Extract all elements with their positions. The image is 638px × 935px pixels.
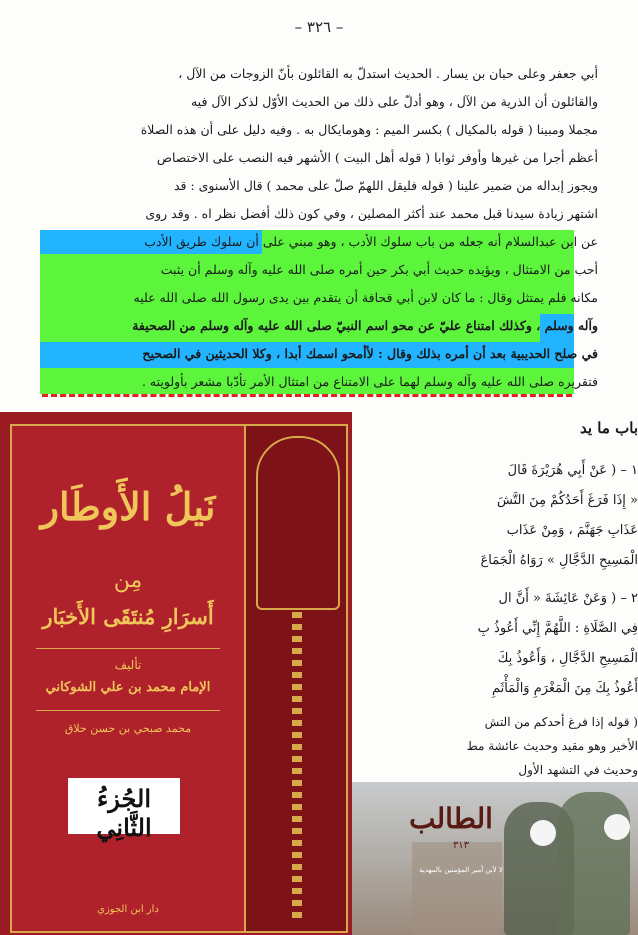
right-line-3: عَذَابِ جَهَنَّمَ ، وَمِنْ عَذَاب bbox=[506, 523, 638, 538]
red-dashed-underline bbox=[42, 394, 572, 397]
light-glow-2 bbox=[604, 814, 630, 840]
cover-stripe bbox=[292, 612, 302, 922]
cover-editor: محمد صبحي بن حسن حلاق bbox=[64, 722, 192, 735]
photo-logo: الطالب bbox=[409, 802, 493, 835]
cover-author: الإمام محمد بن علي الشوكاني bbox=[45, 680, 211, 695]
right-line-5: ٢ – ( وَعَنْ عَائِشَةَ « أَنَّ ال bbox=[498, 591, 638, 606]
cover-front-panel bbox=[10, 424, 246, 933]
text-line-5: ويجوز إبداله من ضمير علينا ( قوله فليقل اللهمّ صلّ على محمد ) قال الأسنوى : قد bbox=[173, 178, 598, 193]
text-line-9: مكانه فلم يمتثل وقال : ما كان لابن أبي قحافة أن يتقدم بين يدى رسول الله صلى الله عليه bbox=[133, 290, 598, 305]
right-line-9: ( قوله إذا فرغ أحدكم من التش bbox=[484, 715, 638, 729]
text-line-4: أعظم أجرا من غيرها وأوفر ثوابا ( قوله أهل البيت ) الأشهر فيه النصب على الاختصاص bbox=[156, 150, 598, 165]
text-line-8: أحب من الامتثال ، ويؤيده حديث أبي بكر حين أمره صلى الله عليه وآله وسلم أن يثبت bbox=[160, 262, 598, 277]
cover-ornament-panel bbox=[244, 424, 348, 933]
right-line-4: الْمَسِيحِ الدَّجَّالِ » رَوَاهُ الْجَمَاعَ bbox=[480, 553, 638, 568]
right-line-8: أَعُوذُ بِكَ مِنَ الْمَغْرَمِ وَالْمَأْثَمِ bbox=[491, 681, 638, 696]
volume-label: الجُزءُ الثَّانِي bbox=[96, 784, 152, 842]
text-line-1: أبي جعفر وعلى حبان بن يسار . الحديث استدلّ به القائلون بأنّ الزوجات من الآل ، bbox=[178, 66, 598, 81]
text-line-11: في صلح الحديبية بعد أن أمره بذلك وقال : لأأمحو اسمك أبدا ، وكلا الحديثين في الصحيح bbox=[142, 346, 598, 361]
cover-taleef: تأليف bbox=[114, 658, 142, 672]
photo-badge: ٣١٣ bbox=[452, 840, 470, 851]
chapter-heading: باب ما يد bbox=[580, 419, 638, 437]
book-cover-image bbox=[0, 412, 352, 935]
cover-subtitle: أَسرَارِ مُنتَقَى الأَخبَار bbox=[42, 604, 214, 629]
right-line-10: الأخير وهو مقيد وحديث عائشة مط bbox=[466, 739, 638, 753]
right-line-7: الْمَسِيحِ الدَّجَّالِ ، وَأَعُوذُ بِكَ bbox=[497, 651, 638, 666]
text-line-10: وآله وسلم ، وكذلك امتناع عليّ عن محو اسم النبيّ صلى الله عليه وآله وسلم من الصحيفة bbox=[132, 318, 598, 333]
text-line-3: مجملا ومبينا ( قوله بالمكيال ) بكسر الميم : وهومايكال به . وفيه دليل على أن هذه الصلاة bbox=[140, 122, 598, 137]
cover-arabesque-icon bbox=[256, 436, 340, 610]
text-line-7: عن ابن عبدالسلام أنه جعله من باب سلوك الأدب ، وهو مبني على أن سلوك طريق الأدب bbox=[144, 234, 598, 249]
volume-label-box bbox=[68, 778, 180, 842]
photo-caption: لا لأبن أمير المؤمنين بالمهدية bbox=[419, 866, 503, 874]
text-line-12: فتقريره صلى الله عليه وآله وسلم لهما على الامتناع من امتثال الأمر تأدّبا مشعر بأولويته . bbox=[141, 374, 598, 389]
text-line-2: والقائلون أن الذرية من الآل ، وهو أدلّ على ذلك من الحديث الأوّل لذكر الآل فيه bbox=[190, 94, 598, 109]
light-glow bbox=[530, 820, 556, 846]
right-line-1: ١ – ( عَنْ أَبِي هُرَيْرَةَ قَالَ bbox=[507, 463, 638, 478]
cover-divider-2 bbox=[36, 710, 220, 711]
cover-title: نَيلُ الأَوطَار bbox=[40, 484, 216, 529]
cover-publisher: دار ابن الجوزي bbox=[97, 904, 159, 915]
cover-min: مِن bbox=[113, 568, 143, 593]
right-line-6: فِي الصَّلَاةِ : اللَّهُمَّ إِنِّي أَعُوذُ بِ bbox=[477, 621, 638, 636]
page-number: – ٣٢٦ – bbox=[294, 18, 344, 36]
right-line-11: وحديث في التشهد الأول bbox=[518, 763, 638, 777]
cover-divider bbox=[36, 648, 220, 649]
text-line-6: اشتهر زيادة سيدنا قبل محمد عند أكثر المصلين ، وفي كون ذلك أفضل نظر اه . وقد روى bbox=[145, 206, 598, 221]
watermark-photo bbox=[352, 782, 638, 935]
right-text-column bbox=[352, 405, 638, 785]
right-line-2: « إِذَا فَرَغَ أَحَدُكُمْ مِنَ التَّشَ bbox=[496, 493, 638, 508]
